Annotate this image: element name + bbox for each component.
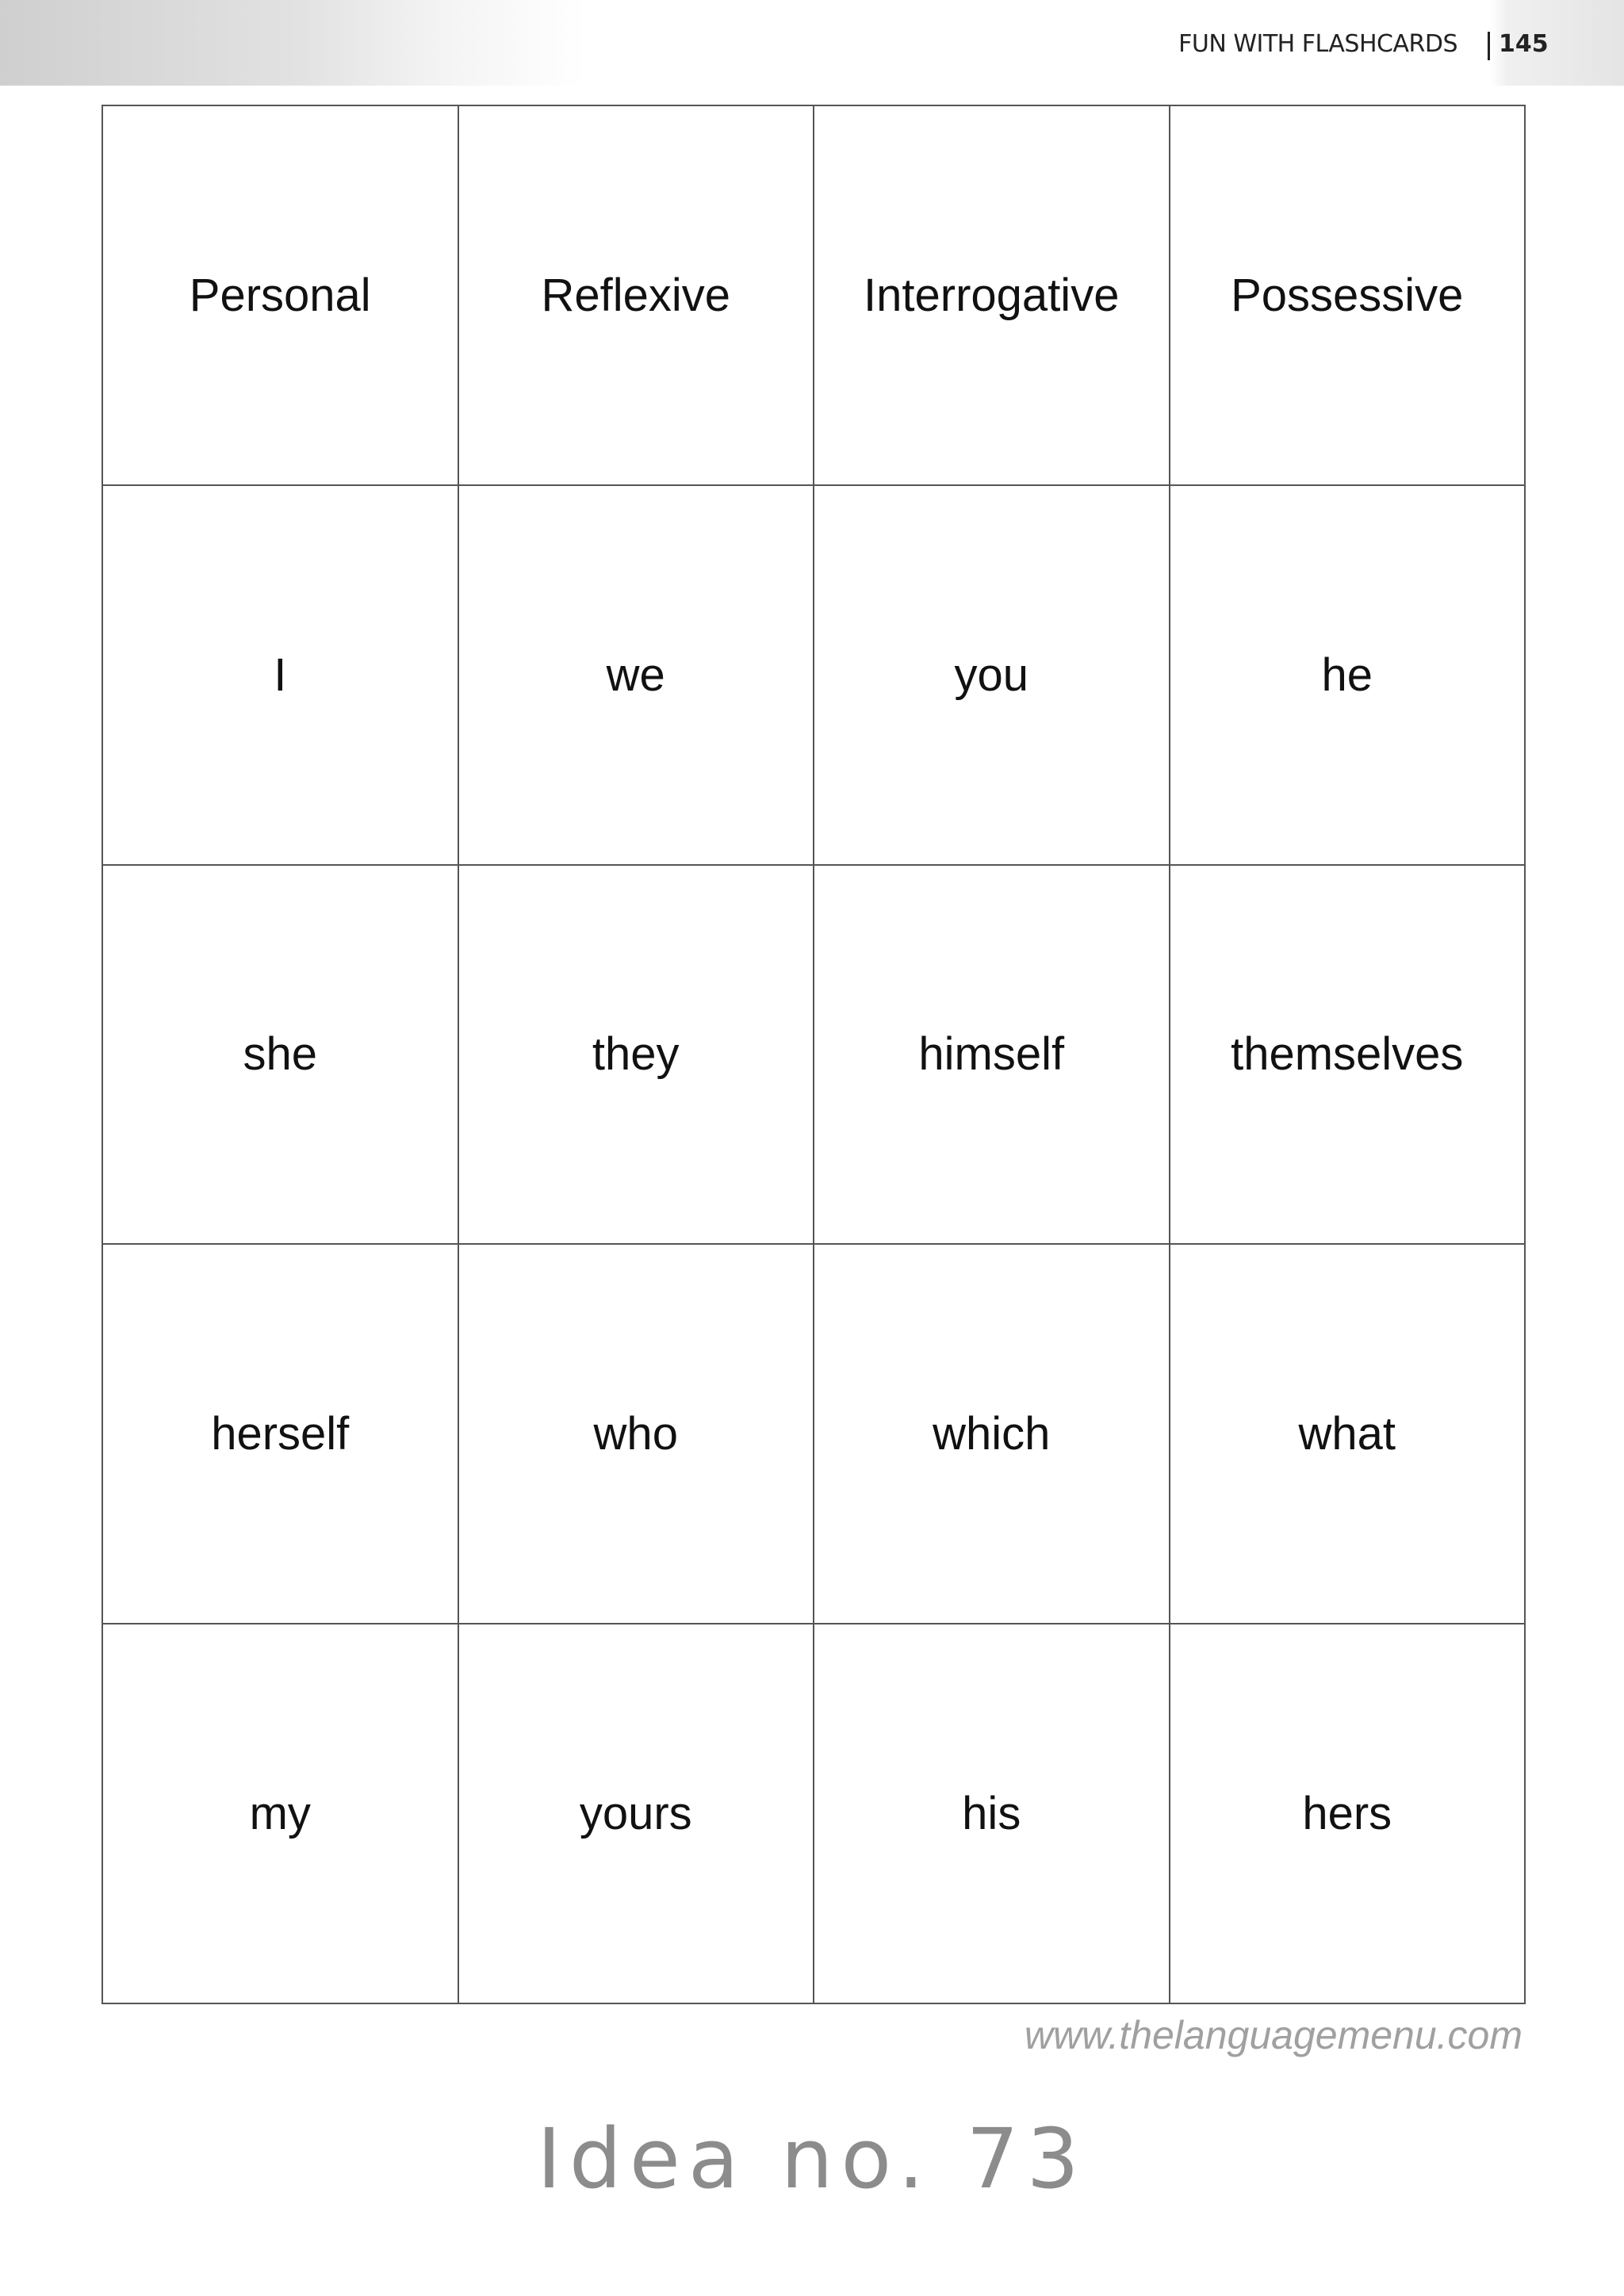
flashcard-word: I xyxy=(274,649,287,701)
flashcard xyxy=(1170,1624,1526,2004)
flashcard-word: Possessive xyxy=(1231,269,1464,321)
flashcard-word: himself xyxy=(918,1028,1065,1081)
flashcard-word: yours xyxy=(579,1788,692,1840)
flashcard xyxy=(103,866,459,1246)
flashcard xyxy=(1170,106,1526,486)
flashcard-word: who xyxy=(593,1408,678,1460)
flashcard xyxy=(103,106,459,486)
flashcard xyxy=(814,1624,1170,2004)
flashcard-word: she xyxy=(243,1028,317,1081)
flashcard-word: you xyxy=(954,649,1028,701)
flashcard-word: we xyxy=(606,649,665,701)
flashcard-grid xyxy=(102,105,1526,2004)
flashcard-word: my xyxy=(249,1788,311,1840)
flashcard xyxy=(103,1624,459,2004)
flashcard-word: he xyxy=(1321,649,1373,701)
flashcard xyxy=(814,106,1170,486)
flashcard xyxy=(459,1245,815,1624)
flashcard xyxy=(103,486,459,866)
flashcard xyxy=(1170,1245,1526,1624)
flashcard xyxy=(103,1245,459,1624)
flashcard xyxy=(814,486,1170,866)
flashcard-word: Personal xyxy=(189,269,371,321)
flashcard-word: Reflexive xyxy=(541,269,731,321)
flashcard-word: which xyxy=(933,1408,1051,1460)
flashcard xyxy=(459,486,815,866)
flashcard-word: herself xyxy=(211,1408,350,1460)
flashcard xyxy=(459,866,815,1246)
idea-title: Idea no. 73 xyxy=(537,2110,1087,2207)
flashcard-word: Interrogative xyxy=(864,269,1120,321)
flashcard xyxy=(459,1624,815,2004)
running-title: FUN WITH FLASHCARDS xyxy=(1178,30,1457,58)
flashcard xyxy=(814,866,1170,1246)
flashcard-word: hers xyxy=(1302,1788,1392,1840)
page-number-separator xyxy=(1488,32,1490,60)
flashcard xyxy=(814,1245,1170,1624)
flashcard-word: themselves xyxy=(1231,1028,1464,1081)
website-url: www.thelanguagemenu.com xyxy=(1024,2013,1522,2057)
flashcard-word: they xyxy=(592,1028,680,1081)
page-number: 145 xyxy=(1499,30,1549,58)
flashcard xyxy=(1170,486,1526,866)
flashcard xyxy=(459,106,815,486)
flashcard-word: his xyxy=(962,1788,1021,1840)
flashcard-word: what xyxy=(1298,1408,1396,1460)
flashcard xyxy=(1170,866,1526,1246)
